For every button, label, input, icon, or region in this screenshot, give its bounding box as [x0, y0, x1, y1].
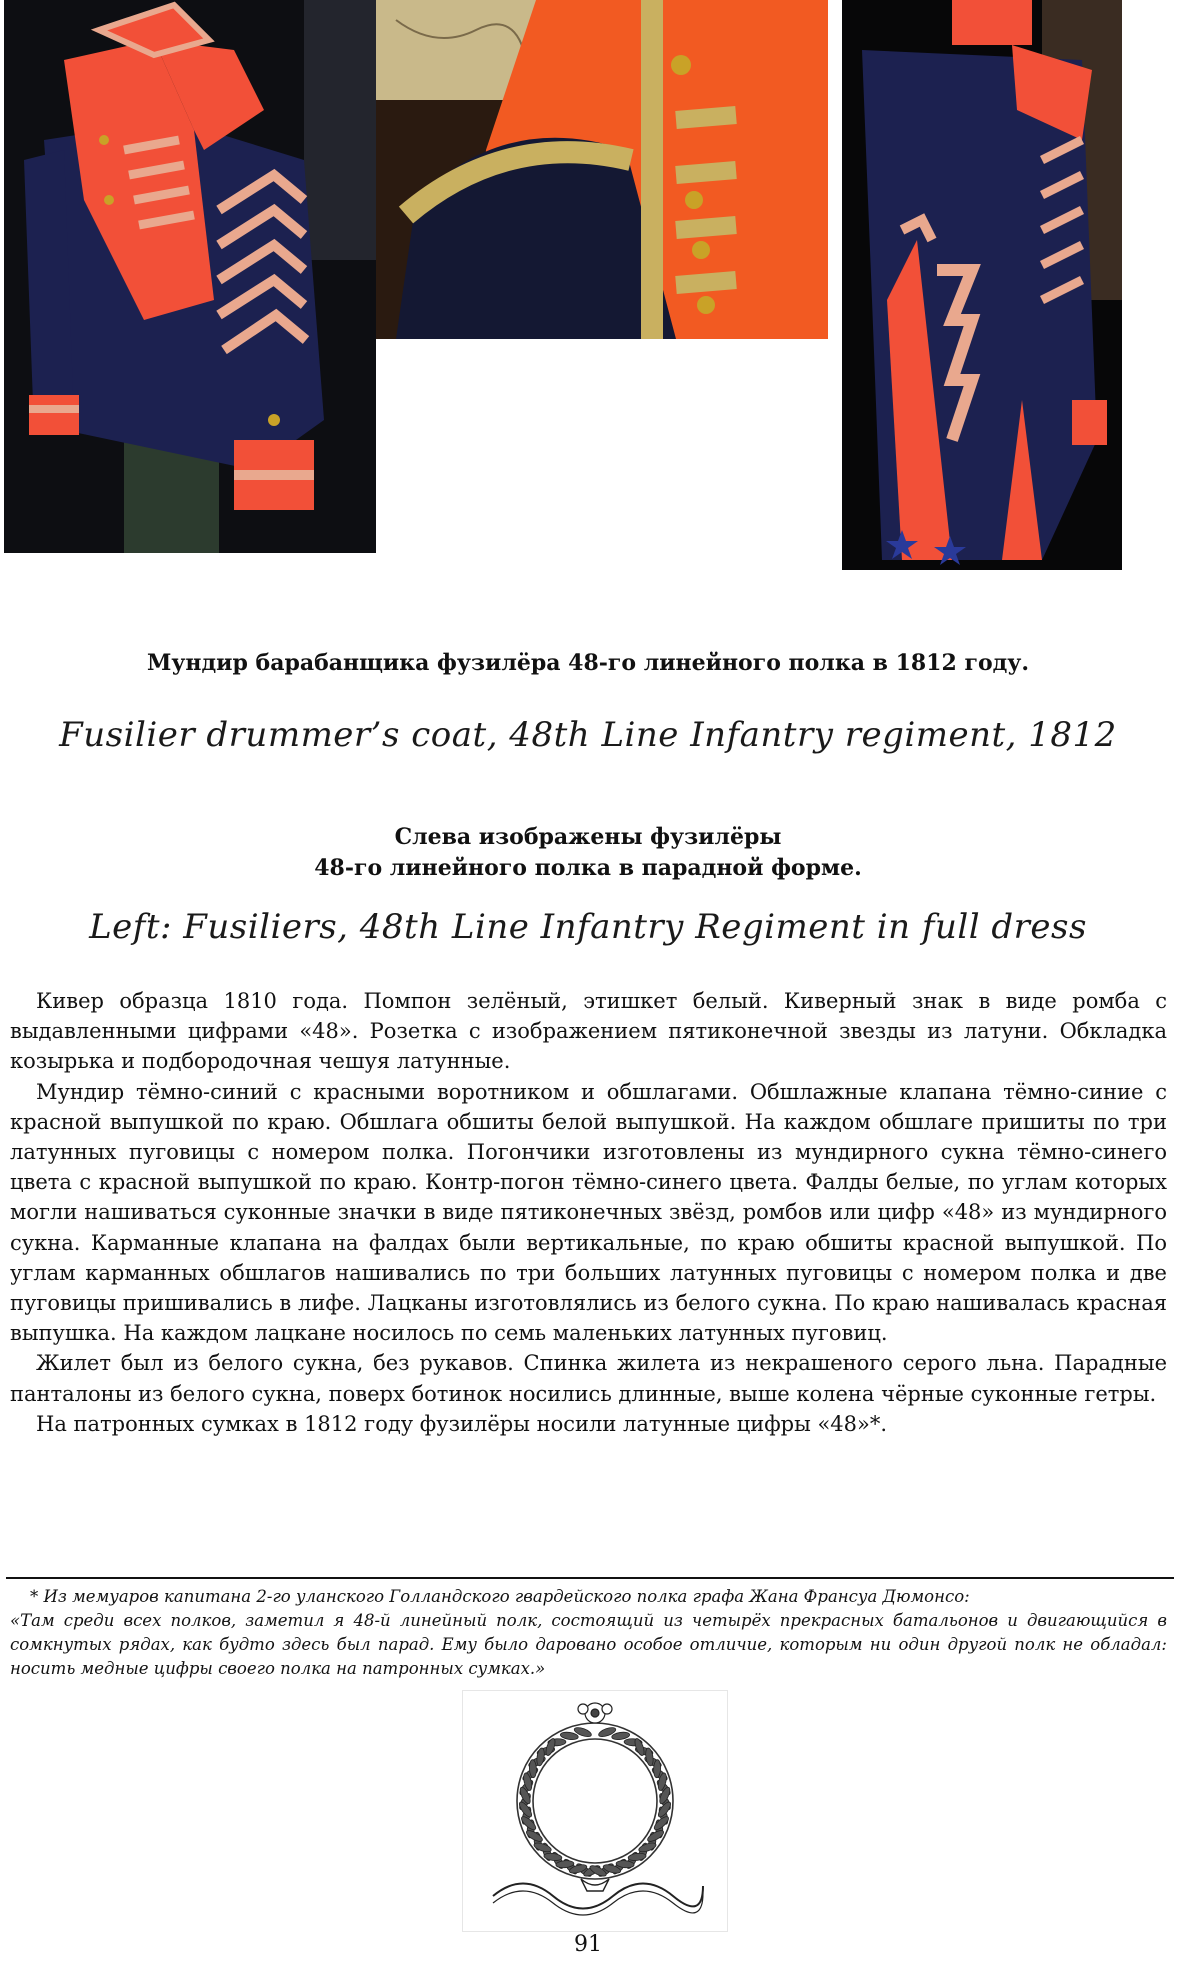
laurel-wreath-drawing — [463, 1691, 727, 1931]
laurel-wreath-icon — [462, 1690, 728, 1932]
body-paragraph-waistcoat: Жилет был из белого сукна, без рукавов. Спинка жилета из некрашеного серого льна. Парадные панталоны из белого сукна, поверх ботинок носились длинные, выше колена чёрные суконные гетры. — [10, 1351, 1167, 1406]
photo-coat-front — [4, 0, 376, 553]
photo-coat-back — [842, 0, 1122, 570]
footnote — [10, 1585, 1167, 1681]
footnote-quote: «Там среди всех полков, заметил я 48-й линейный полк, состоящий из четырёх прекрасных батальонов и двигающийся в сомкнутых рядах, как будто здесь был парад. Ему было даровано особое отличие, которым ни один другой полк не обладал: носить медные цифры своего полка на патронных сумках.» — [10, 1611, 1167, 1678]
wreath-leaf — [544, 1852, 563, 1861]
caption-left-ru — [0, 822, 1176, 884]
body-text — [10, 986, 1167, 1439]
caption-main-ru: Мундир барабанщика фузилёра 48-го линейного полка в 1812 году. — [146, 650, 1030, 676]
photo-shoulder-detail — [376, 0, 828, 339]
caption-main-en: Fusilier drummer’s coat, 48th Line Infantry regiment, 1812 — [59, 715, 1117, 755]
coat-back-illustration — [842, 0, 1122, 570]
wreath-leaf — [628, 1852, 647, 1861]
wreath-leaf — [645, 1747, 655, 1766]
wreath-leaf — [536, 1747, 546, 1766]
caption-left-en: Left: Fusiliers, 48th Line Infantry Regiment in full dress — [89, 907, 1087, 947]
caption-left-ru-line2: 48-го линейного полка в парадной форме. — [314, 855, 862, 881]
body-paragraph-coat: Мундир тёмно-синий с красными воротником и обшлагами. Обшлажные клапана тёмно-синие с красной выпушкой по краю. Обшлага обшиты белой выпушкой. На каждом обшлаге пришиты по три латунных пуговицы с номером полка. Погончики изготовлены из мундирного сукна тёмно-синего цвета с красной выпушкой по краю. Контр-погон тёмно-синего цвета. Фалды белые, по углам которых могли нашиваться суконные значки в виде пятиконечных звёзд, ромбов или цифр «48» из мундирного сукна. Карманные клапана на фалдах были вертикальные, по краю обшиты красной выпушкой. По углам карманных обшлагов нашивались по три больших латунных пуговицы с номером полка и две пуговицы пришивались в лифе. Лацканы изготовлялись из белого сукна. По краю нашивалась красная выпушка. На каждом лацкане носилось по семь маленьких латунных пуговиц. — [10, 1079, 1167, 1346]
page-number: 91 — [574, 1932, 602, 1957]
shoulder-detail-illustration — [376, 0, 828, 339]
footnote-divider — [6, 1577, 1174, 1579]
footnote-source: * Из мемуаров капитана 2-го уланского Голландского гвардейского полка графа Жана Франсуа Дюмонсо: — [30, 1587, 970, 1606]
body-paragraph-shako: Кивер образца 1810 года. Помпон зелёный, этишкет белый. Киверный знак в виде ромба с выдавленными цифрами «48». Розетка с изображением пятиконечной звезды из латуни. Обкладка козырька и подбородочная чешуя латунные. — [10, 989, 1167, 1074]
coat-front-illustration — [4, 0, 376, 553]
body-paragraph-cartridge-box: На патронных сумках в 1812 году фузилёры носили латунные цифры «48»*. — [36, 1411, 888, 1436]
caption-left-ru-line1: Слева изображены фузилёры — [394, 824, 782, 850]
